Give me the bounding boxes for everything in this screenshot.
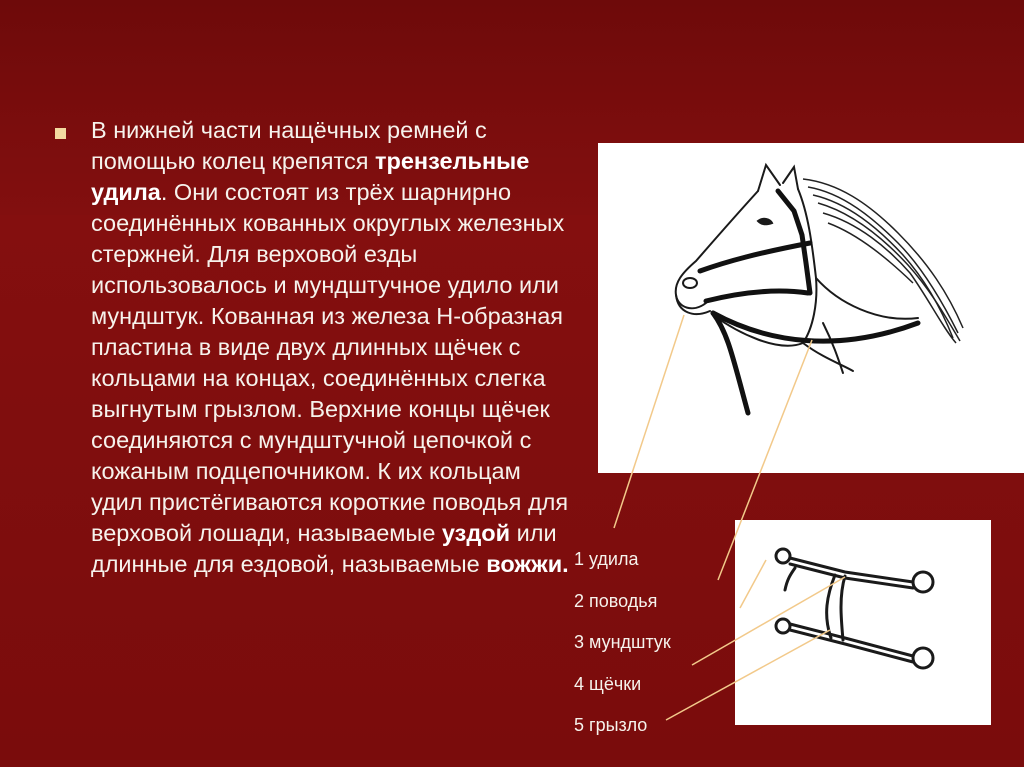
paragraph-text-1: В нижней части нащёчных ремней с помощью колец крепятся [91, 117, 487, 174]
pointer-line-2 [718, 340, 812, 580]
legend-item-cheeks: 4 щёчки [574, 673, 642, 694]
legend-item-mouthpiece: 3 мундштук [574, 632, 671, 652]
pointer-line-1 [614, 315, 684, 528]
pointer-line-4 [692, 577, 845, 665]
term-vozhzhi: вожжи. [486, 551, 569, 577]
legend-item-bar: 5 грызло [574, 715, 648, 735]
pointer-line-5 [666, 630, 830, 720]
paragraph-text-3: или длинные для ездовой, называемые [91, 520, 557, 577]
paragraph-text-2: . Они состоят из трёх шарнирно соединённых кованных округлых железных стержней. Для верховой езды использовалось и мундштучное удило или мундштук. Кованная из железа Н-образная пластина в виде двух длинных щёчек с кольцами на концах, соединённых слегка выгнутым грызлом. Верхние концы щёчек соединяются с мундштучной цепочкой с кожаным подцепочником. К их кольцам удил пристёгиваются короткие поводья для верховой лошади, называемые [91, 179, 569, 546]
term-uzda: уздой [441, 520, 511, 546]
legend-item-reins: 2 поводья [574, 590, 658, 611]
term-trenzel-bits: трензельные удила [91, 148, 530, 205]
legend-item-bits: 1 удила [574, 549, 639, 569]
pointer-line-3 [740, 560, 766, 608]
